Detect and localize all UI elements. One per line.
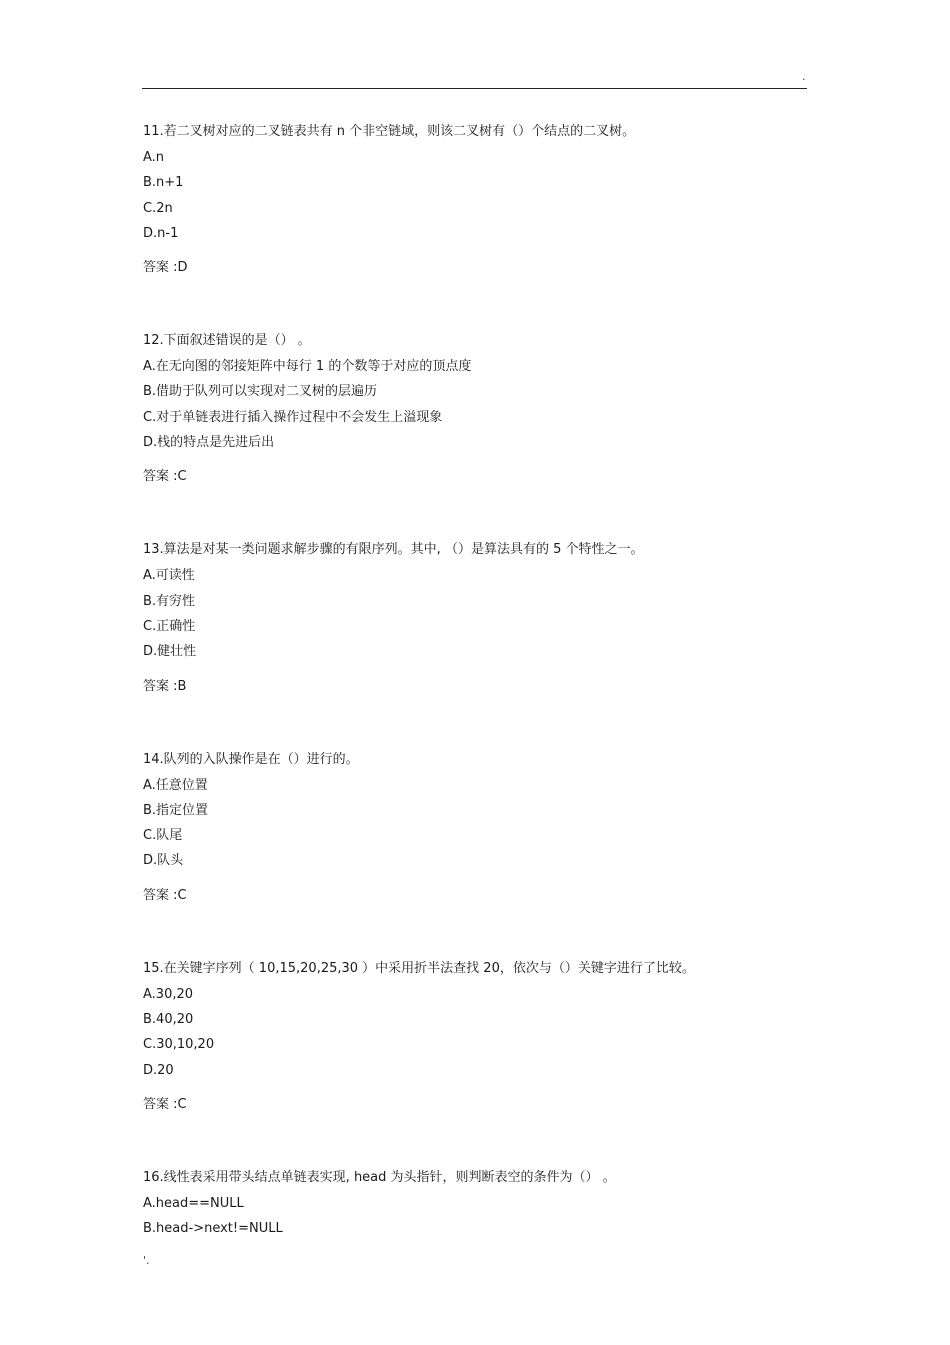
question-stem: 11.若二叉树对应的二叉链表共有 n 个非空链域，则该二叉树有（）个结点的二叉树。 [143,124,636,139]
question-stem: 12.下面叙述错误的是（） 。 [143,333,311,349]
question-stem: 15.在关键字序列（ 10,15,20,25,30 ）中采用折半法查找 20，依次与（）关键字进行了比较。 [143,960,695,976]
question-list [143,119,823,1290]
option-b: B.n+1 [143,175,184,191]
option-a: A.head==NULL [143,1195,244,1211]
question-14 [143,747,823,908]
option-d: D.n-1 [143,225,179,241]
answer-text: 答案 :B [143,678,187,694]
answer-text: 答案 :D [143,260,188,276]
option-a: A.可读性 [143,568,195,584]
question-11 [143,119,823,280]
option-a: A.n [143,150,165,165]
question-stem: 13.算法是对某一类问题求解步骤的有限序列。其中, （）是算法具有的 5 个特性之一。 [143,542,644,558]
option-d: D.健壮性 [143,644,197,660]
option-a: A.在无向图的邻接矩阵中每行 1 的个数等于对应的顶点度 [143,359,472,375]
option-d: D.栈的特点是先进后出 [143,435,275,451]
footer-mark: '. [143,1254,150,1267]
header-mark: . [802,70,806,83]
option-c: C.队尾 [143,828,183,844]
answer-text: 答案 :C [143,469,187,485]
option-a: A.任意位置 [143,777,208,793]
question-stem: 14.队列的入队操作是在（）进行的。 [143,751,359,767]
option-b: B.head->next!=NULL [143,1221,283,1237]
answer-text: 答案 :C [143,1096,187,1112]
option-a: A.30,20 [143,986,194,1002]
option-c: C.对于单链表进行插入操作过程中不会发生上溢现象 [143,409,443,425]
option-d: D.20 [143,1062,174,1078]
header-rule [142,88,807,89]
question-15 [143,956,823,1117]
option-c: C.正确性 [143,618,196,634]
option-d: D.队头 [143,853,184,869]
option-b: B.指定位置 [143,802,209,818]
question-stem: 16.线性表采用带头结点单链表实现, head 为头指针，则判断表空的条件为（） 。 [143,1169,616,1185]
option-b: B.借助于队列可以实现对二叉树的层遍历 [143,384,378,400]
question-13 [143,537,823,698]
question-16 [143,1165,823,1242]
answer-text: 答案 :C [143,887,187,903]
option-c: C.30,10,20 [143,1037,215,1053]
option-b: B.有穷性 [143,593,196,609]
question-12 [143,328,823,489]
option-c: C.2n [143,200,173,216]
option-b: B.40,20 [143,1012,194,1028]
